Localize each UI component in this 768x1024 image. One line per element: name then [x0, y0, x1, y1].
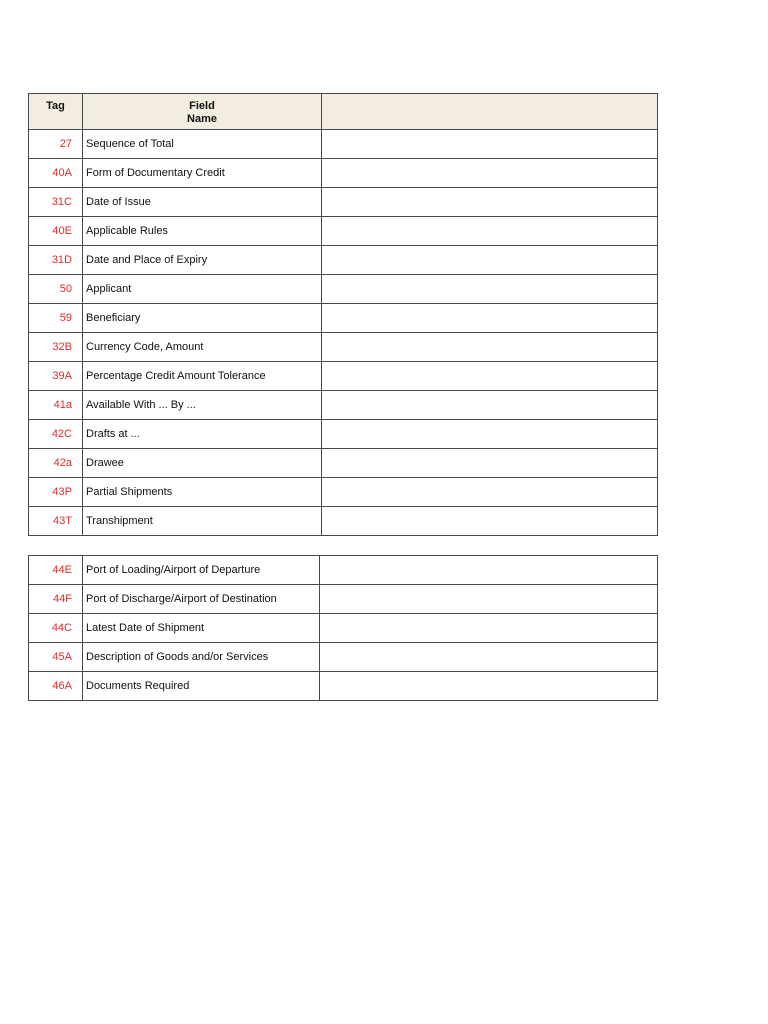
- field-name: Form of Documentary Credit: [83, 159, 322, 188]
- field-value-cell[interactable]: [320, 672, 658, 701]
- field-name: Documents Required: [83, 672, 320, 701]
- field-value-cell[interactable]: [322, 507, 658, 536]
- header-field-name-line2: Name: [187, 112, 217, 125]
- field-tag: 40A: [29, 159, 83, 188]
- table-row: [29, 333, 658, 362]
- field-name: Drafts at ...: [83, 420, 322, 449]
- field-tag: 44E: [29, 556, 83, 585]
- field-name: Beneficiary: [83, 304, 322, 333]
- field-name: Date and Place of Expiry: [83, 246, 322, 275]
- field-tag: 59: [29, 304, 83, 333]
- field-tag: 43T: [29, 507, 83, 536]
- field-value-cell[interactable]: [322, 188, 658, 217]
- field-value-cell[interactable]: [322, 159, 658, 188]
- field-tag: 44C: [29, 614, 83, 643]
- field-name: Applicable Rules: [83, 217, 322, 246]
- field-value-cell[interactable]: [322, 304, 658, 333]
- field-value-cell[interactable]: [320, 556, 658, 585]
- field-name: Port of Discharge/Airport of Destination: [83, 585, 320, 614]
- table-row: [29, 391, 658, 420]
- field-tag: 50: [29, 275, 83, 304]
- field-tag: 31D: [29, 246, 83, 275]
- table-row: [29, 643, 658, 672]
- field-value-cell[interactable]: [322, 217, 658, 246]
- field-name: Port of Loading/Airport of Departure: [83, 556, 320, 585]
- field-value-cell[interactable]: [322, 333, 658, 362]
- table-row: [29, 246, 658, 275]
- header-field-name: [83, 94, 322, 130]
- field-value-cell[interactable]: [322, 246, 658, 275]
- field-value-cell[interactable]: [322, 478, 658, 507]
- table-row: [29, 130, 658, 159]
- table-row: [29, 614, 658, 643]
- table-row: [29, 449, 658, 478]
- field-value-cell[interactable]: [322, 391, 658, 420]
- field-name: Drawee: [83, 449, 322, 478]
- field-value-cell[interactable]: [322, 449, 658, 478]
- field-tag: 27: [29, 130, 83, 159]
- field-tag: 46A: [29, 672, 83, 701]
- field-value-cell[interactable]: [322, 362, 658, 391]
- field-name: Date of Issue: [83, 188, 322, 217]
- field-tag: 32B: [29, 333, 83, 362]
- table-header: [29, 94, 658, 130]
- table-row: [29, 275, 658, 304]
- field-name: Currency Code, Amount: [83, 333, 322, 362]
- field-tag: 41a: [29, 391, 83, 420]
- field-value-cell[interactable]: [322, 420, 658, 449]
- field-tag: 43P: [29, 478, 83, 507]
- field-name: Sequence of Total: [83, 130, 322, 159]
- table-row: [29, 672, 658, 701]
- header-row: [29, 94, 658, 130]
- table-row: [29, 507, 658, 536]
- field-value-cell[interactable]: [320, 585, 658, 614]
- field-name: Latest Date of Shipment: [83, 614, 320, 643]
- field-tag: 31C: [29, 188, 83, 217]
- table-row: [29, 304, 658, 333]
- table-row: [29, 362, 658, 391]
- table-body-main: [29, 130, 658, 536]
- field-tag: 39A: [29, 362, 83, 391]
- field-value-cell[interactable]: [320, 614, 658, 643]
- field-tag: 40E: [29, 217, 83, 246]
- header-value: [322, 94, 658, 130]
- table-row: [29, 420, 658, 449]
- fields-table-main: [28, 93, 658, 536]
- table-body-shipment: [29, 556, 658, 701]
- field-name: Applicant: [83, 275, 322, 304]
- field-name: Percentage Credit Amount Tolerance: [83, 362, 322, 391]
- field-tag: 45A: [29, 643, 83, 672]
- fields-table-shipment: [28, 555, 658, 701]
- field-value-cell[interactable]: [320, 643, 658, 672]
- field-value-cell[interactable]: [322, 130, 658, 159]
- table-row: [29, 159, 658, 188]
- field-value-cell[interactable]: [322, 275, 658, 304]
- field-name: Partial Shipments: [83, 478, 322, 507]
- table-row: [29, 585, 658, 614]
- field-name: Transhipment: [83, 507, 322, 536]
- table-row: [29, 556, 658, 585]
- field-tag: 42C: [29, 420, 83, 449]
- field-tag: 42a: [29, 449, 83, 478]
- field-tag: 44F: [29, 585, 83, 614]
- header-field-name-line1: Field: [189, 99, 215, 112]
- table-row: [29, 188, 658, 217]
- header-tag: Tag: [29, 94, 83, 130]
- field-name: Description of Goods and/or Services: [83, 643, 320, 672]
- table-row: [29, 217, 658, 246]
- field-name: Available With ... By ...: [83, 391, 322, 420]
- table-row: [29, 478, 658, 507]
